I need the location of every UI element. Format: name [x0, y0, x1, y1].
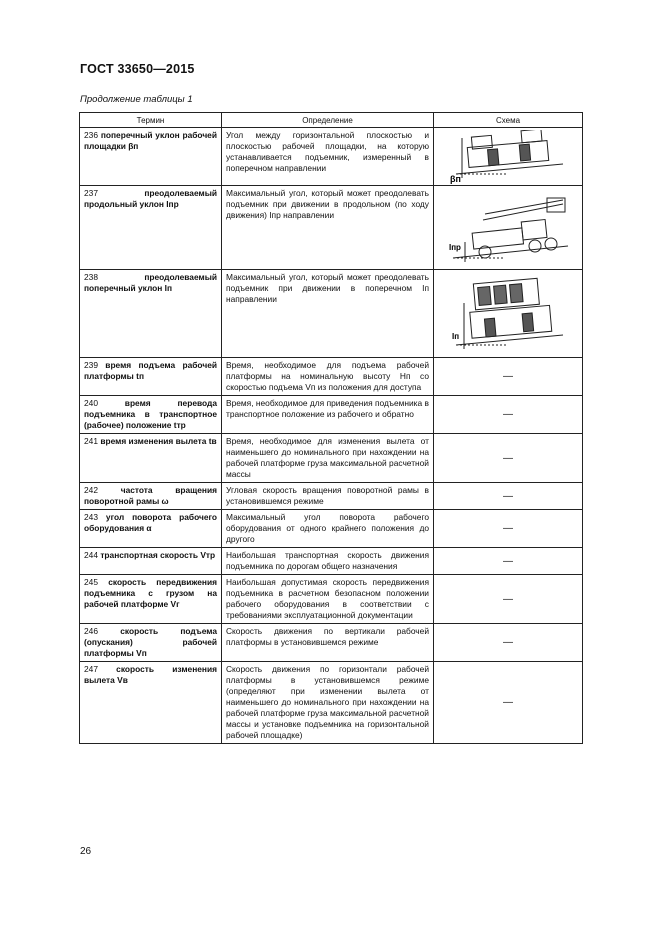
term-text: скорость передвижения подъемника с грузом на рабочей платформе Vг [84, 577, 217, 609]
definition-cell: Время, необходимое для приведения подъемника в транспортное положение из рабочего и обратно [222, 396, 434, 434]
schema-dash: — [434, 434, 583, 483]
standard-title: ГОСТ 33650—2015 [80, 62, 195, 76]
table-row [80, 483, 583, 510]
schema-dash: — [434, 548, 583, 575]
term-cell [80, 483, 222, 510]
term-number: 246 [84, 626, 98, 636]
term-number: 239 [84, 360, 98, 370]
definition-cell: Наибольшая допустимая скорость передвижения подъемника в расчетном безопасном положении рабочего оборудования в соответствии с требованиями эксплуатационной документации [222, 575, 434, 624]
term-text: частота вращения поворотной рамы ω [84, 485, 217, 506]
term-cell [80, 548, 222, 575]
term-text: время изменения вылета tв [100, 436, 217, 446]
term-cell [80, 662, 222, 744]
table-row [80, 270, 583, 358]
transverse-grade-diagram [448, 273, 568, 355]
terms-table [79, 112, 583, 744]
term-text: скорость подъема (опускания) рабочей платформы Vп [84, 626, 217, 658]
term-cell [80, 358, 222, 396]
definition-cell: Максимальный угол, который может преодолевать подъемник при движении в поперечном Iп направлении [222, 270, 434, 358]
table-row [80, 396, 583, 434]
table-row [80, 358, 583, 396]
schema-cell [434, 270, 583, 358]
term-number: 241 [84, 436, 98, 446]
term-cell [80, 270, 222, 358]
term-number: 244 [84, 550, 98, 560]
term-cell [80, 186, 222, 270]
table-caption: Продолжение таблицы 1 [80, 94, 193, 105]
definition-cell: Максимальный угол, который может преодолевать подъемник при движении в продольном (по ходу движения) Iпр направлении [222, 186, 434, 270]
table-row [80, 186, 583, 270]
definition-cell: Наибольшая транспортная скорость движения подъемника по дорогам общего назначения [222, 548, 434, 575]
term-number: 242 [84, 485, 98, 495]
transverse-slope-diagram [448, 130, 568, 184]
term-text: транспортная скорость Vтр [100, 550, 216, 560]
table-row [80, 510, 583, 548]
header-term: Термин [80, 113, 222, 128]
schema-dash: — [434, 483, 583, 510]
table-row [80, 624, 583, 662]
term-number: 236 [84, 130, 98, 140]
term-text: время перевода подъемника в транспортное (рабочее) положение tтр [84, 398, 218, 430]
definition-cell: Максимальный угол поворота рабочего оборудования от одного крайнего положения до другого [222, 510, 434, 548]
table-row [80, 548, 583, 575]
table-row [80, 575, 583, 624]
term-text: скорость изменения вылета Vв [84, 664, 217, 685]
diagram-label: Iп [452, 331, 460, 341]
definition-cell: Угловая скорость вращения поворотной рамы в установившемся режиме [222, 483, 434, 510]
term-text: угол поворота рабочего оборудования α [84, 512, 217, 533]
header-definition: Определение [222, 113, 434, 128]
table-row [80, 434, 583, 483]
definition-cell: Время, необходимое для изменения вылета от наименьшего до номинального при нахождении на рабочей платформе груза максимальной расчетной массы [222, 434, 434, 483]
definition-cell: Скорость движения по горизонтали рабочей платформы в установившемся режиме (определяют при изменении вылета от наименьшего до номинального при нахождении на рабочей платформе груза максимальной расчетной массы и установке подъемника на горизонтальной рабочей площадке) [222, 662, 434, 744]
schema-dash: — [434, 510, 583, 548]
schema-dash: — [434, 662, 583, 744]
term-cell [80, 128, 222, 186]
page-number: 26 [80, 846, 92, 857]
header-schema: Схема [434, 113, 583, 128]
schema-cell [434, 186, 583, 270]
longitudinal-slope-diagram [443, 190, 573, 266]
term-text: преодолеваемый продольный уклон Iпр [84, 188, 217, 209]
schema-dash: — [434, 396, 583, 434]
term-text: поперечный уклон рабочей площадки βп [84, 130, 217, 151]
diagram-label: Iпр [449, 242, 461, 252]
term-text: время подъема рабочей платформы tп [84, 360, 217, 381]
term-cell [80, 396, 222, 434]
term-cell [80, 510, 222, 548]
schema-dash: — [434, 358, 583, 396]
term-number: 245 [84, 577, 98, 587]
term-number: 238 [84, 272, 98, 282]
term-cell [80, 624, 222, 662]
diagram-label: βп [450, 173, 461, 184]
term-number: 243 [84, 512, 98, 522]
table-row [80, 128, 583, 186]
definition-cell: Угол между горизонтальной плоскостью и плоскостью рабочей площадки, на которую устанавливается подъемник, измеренный в поперечном направлении [222, 128, 434, 186]
term-number: 237 [84, 188, 98, 198]
term-number: 247 [84, 664, 98, 674]
term-text: преодолеваемый поперечный уклон Iп [84, 272, 217, 293]
definition-cell: Скорость движения по вертикали рабочей платформы в установившемся режиме [222, 624, 434, 662]
schema-cell [434, 128, 583, 186]
definition-cell: Время, необходимое для подъема рабочей платформы на номинальную высоту Hп со скоростью подъема Vп из положения для доступа [222, 358, 434, 396]
schema-dash: — [434, 624, 583, 662]
term-cell [80, 434, 222, 483]
table-header-row [80, 113, 583, 128]
table-row [80, 662, 583, 744]
schema-dash: — [434, 575, 583, 624]
term-cell [80, 575, 222, 624]
term-number: 240 [84, 398, 98, 408]
